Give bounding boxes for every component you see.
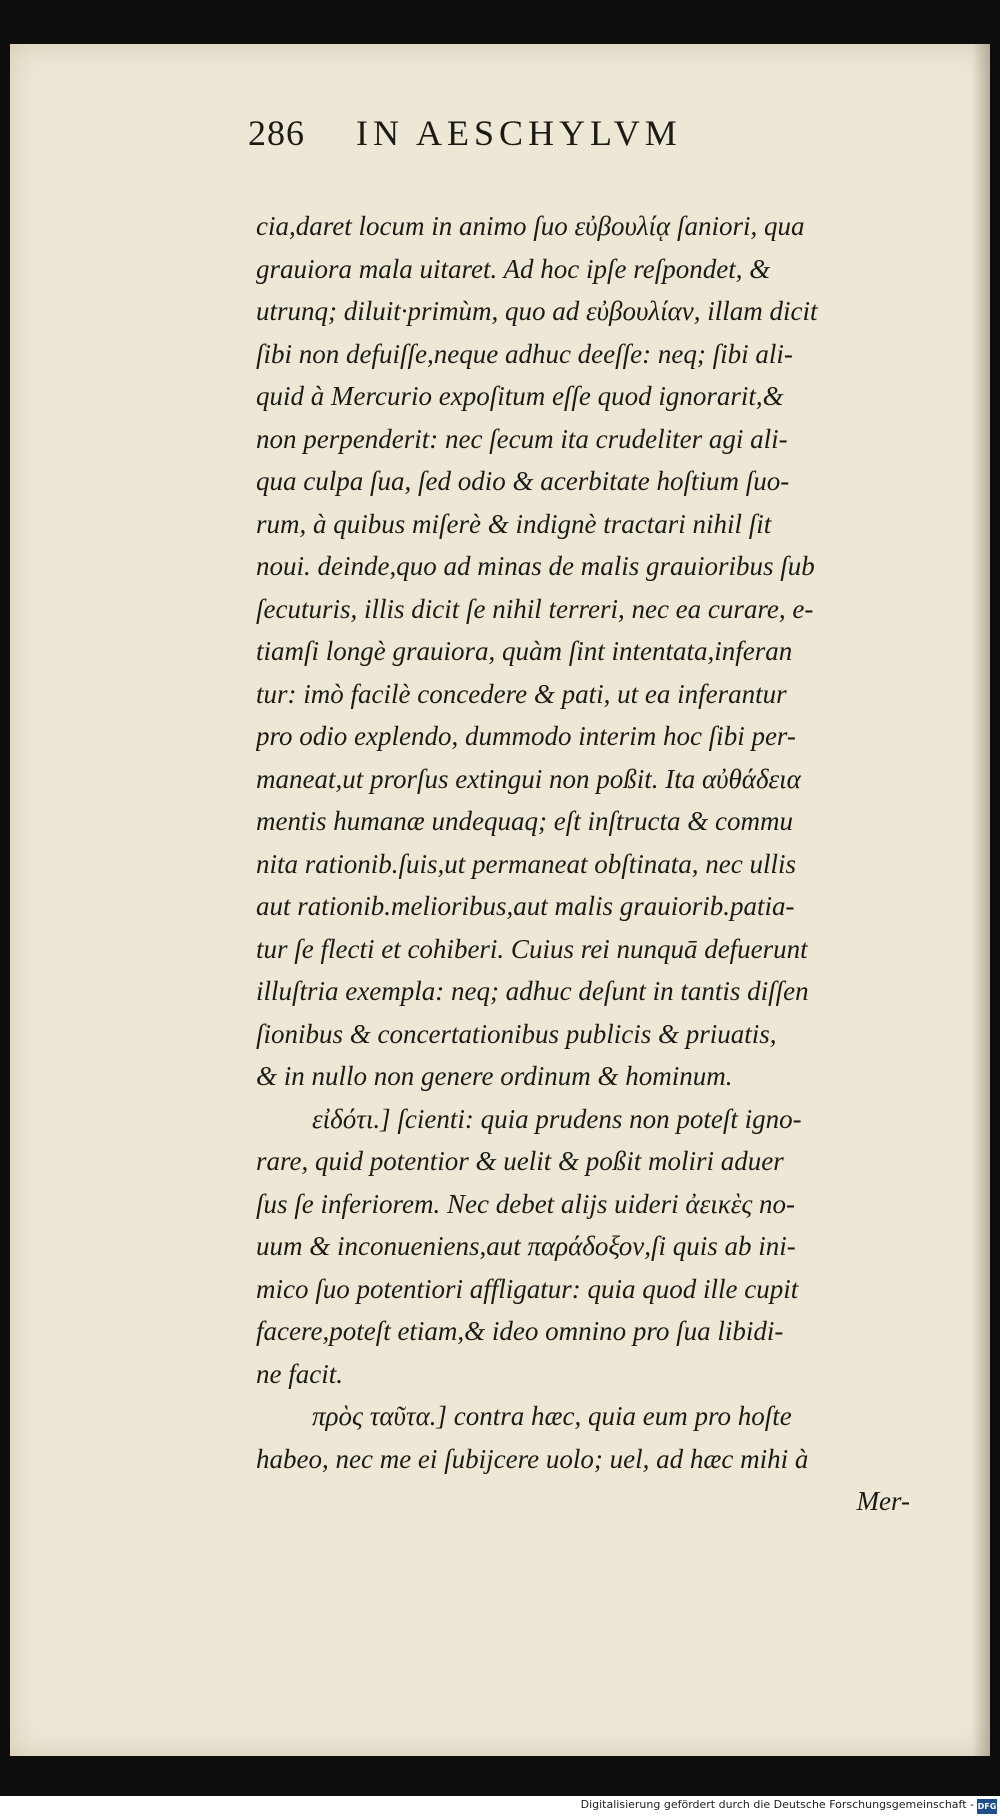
text-line: ſecuturis, illis dicit ſe nihil terreri, nec ea curare, e-	[256, 593, 814, 624]
text-line: non perpenderit: nec ſecum ita crudeliter agi ali-	[256, 423, 788, 454]
text-line: qua culpa ſua, ſed odio & acerbitate hoſtium ſuo-	[256, 466, 790, 496]
text-line: facere,poteſt etiam,& ideo omnino pro ſua libidi-	[256, 1316, 784, 1346]
text-line: noui. deinde,quo ad minas de malis grauioribus ſub	[256, 551, 815, 581]
lemma-gloss: contra hæc, quia eum pro hoſte	[453, 1401, 792, 1431]
text-line: tiamſi longè grauiora, quàm ſint intentata,inferan	[256, 636, 793, 666]
text-line: utrunq; diluit·primùm, quo ad εὐβουλίαν, illam dicit	[256, 296, 818, 326]
text-line: ſus ſe inferiorem. Nec debet alijs uideri ἀεικὲς no-	[256, 1188, 796, 1219]
text-line: aut rationib.melioribus,aut malis grauiorib.patia-	[256, 891, 795, 921]
text-line: grauiora mala uitaret. Ad hoc ipſe reſpondet, &	[256, 253, 771, 284]
lemma-greek: εἰδότι.]	[312, 1103, 391, 1134]
text-line: tur ſe flecti et cohiberi. Cuius rei nunquā defuerunt	[256, 933, 808, 964]
text-line: ſibi non defuiſſe,neque adhuc deeſſe: neq; ſibi ali-	[256, 338, 793, 369]
footer-bar	[0, 1796, 1000, 1819]
lemma-greek: πρὸς ταῦτα.]	[312, 1401, 448, 1431]
text-line: illuſtria exempla: neq; adhuc deſunt in tantis diſſen	[256, 976, 809, 1006]
text-line: tur: imò facilè concedere & pati, ut ea inferantur	[256, 678, 787, 709]
text-line: uum & inconueniens,aut παράδοξον,ſi quis ab ini-	[256, 1231, 796, 1261]
running-head	[248, 112, 682, 162]
text-line: cia,daret locum in animo ſuo εὐβουλίᾳ ſaniori, qua	[256, 211, 805, 241]
running-title: IN AESCHYLVM	[356, 113, 682, 153]
lemma-gloss: ſcienti: quia prudens non poteſt igno-	[397, 1103, 802, 1134]
page-number: 286	[248, 113, 305, 153]
text-line: ſionibus & concertationibus publicis & priuatis,	[256, 1018, 777, 1049]
catchword: Mer-	[856, 1486, 910, 1516]
commentary-text	[256, 205, 916, 1523]
text-line: rum, à quibus miſerè & indignè tractari nihil ſit	[256, 508, 772, 539]
page-edge-shadow	[972, 44, 990, 1756]
paragraph-main	[256, 205, 916, 1098]
text-line: maneat,ut prorſus extingui non poßit. Ita αὐθάδεια	[256, 763, 801, 794]
paragraph-pros-tauta	[256, 1438, 916, 1481]
text-line: mico ſuo potentiori affligatur: quia quod ille cupit	[256, 1273, 799, 1304]
text-line: pro odio explendo, dummodo interim hoc ſibi per-	[256, 721, 796, 751]
text-line: mentis humanæ undequaq; eſt inſtructa & commu	[256, 806, 793, 836]
text-line: rare, quid potentior & uelit & poßit moliri aduer	[256, 1146, 784, 1176]
text-line: nita rationib.ſuis,ut permaneat obſtinata, nec ullis	[256, 848, 796, 879]
footer-credit: Digitalisierung gefördert durch die Deutsche Forschungsgemeinschaft -	[580, 1798, 974, 1811]
text-line: quid à Mercurio expoſitum eſſe quod ignorarit,&	[256, 381, 784, 411]
paragraph-eidoti	[256, 1140, 916, 1395]
lemma-line-eidoti	[256, 1098, 916, 1141]
dfg-logo-icon: DFG	[977, 1799, 997, 1814]
text-line: & in nullo non genere ordinum & hominum.	[256, 1061, 733, 1091]
lemma-line-pros-tauta	[256, 1395, 916, 1438]
text-line: habeo, nec me ei ſubijcere uolo; uel, ad hæc mihi à	[256, 1443, 809, 1474]
text-line: ne facit.	[256, 1358, 343, 1389]
